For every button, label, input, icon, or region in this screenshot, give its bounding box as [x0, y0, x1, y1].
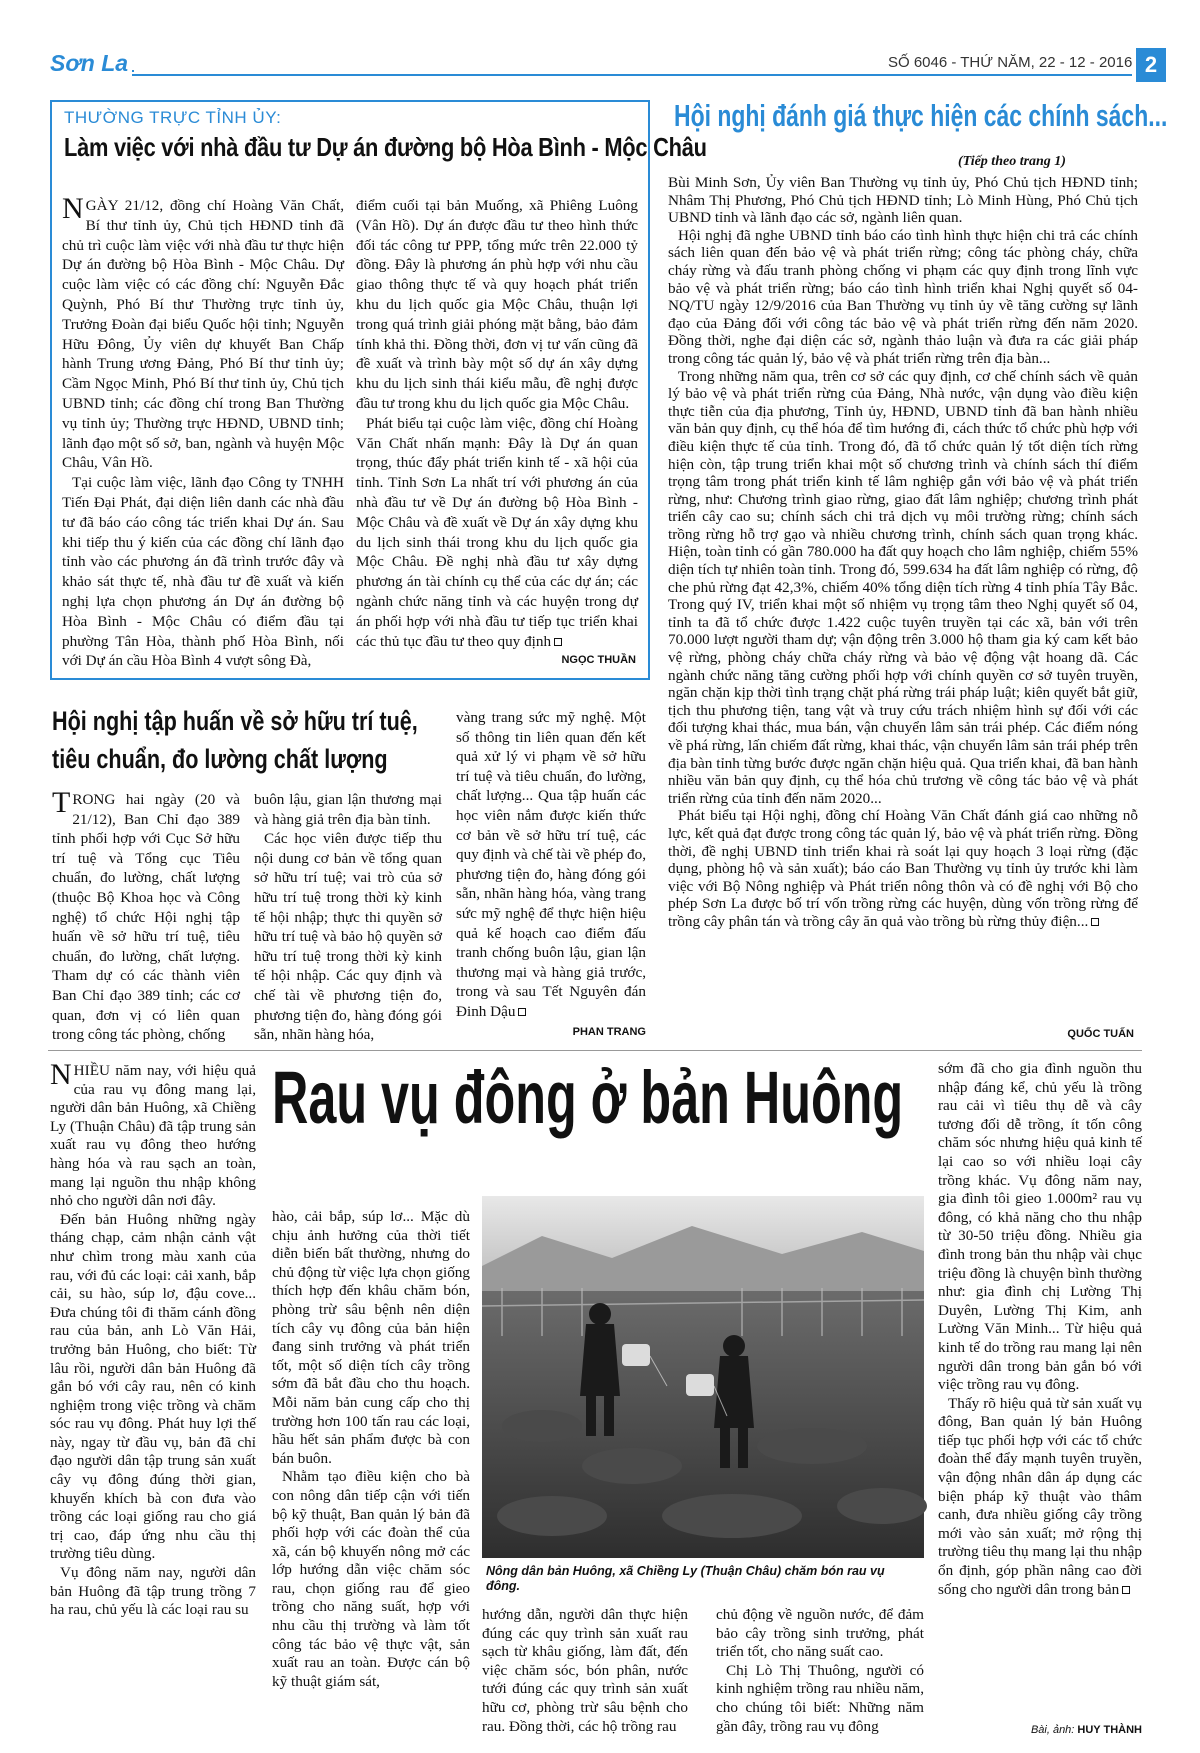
article2-paragraph: Trong những năm qua, trên cơ sở các quy định, cơ chế chính sách về quản lý bảo vệ và phát triển rừng của Đảng, Nhà nước, vận dụng vào điều kiện thực tiễn của địa phương, Tỉnh ủy, HĐND, UBND tỉnh đã ban hành nhiều văn bản quy định, cụ thể hóa để tìm hướng đi, cách thức tổ chức phù hợp với điều kiện thực tế của tỉnh. Trong đó, đã tổ chức quản lý tốt diện tích rừng hiện còn, tập trung triển khai một số chương trình và chính sách thí điểm trọng tâm trong phát triển kinh tế lâm nghiệp gắn với bảo vệ và phát triển rừng, như: Chương trình giao rừng, giao đất lâm nghiệp; chương trình phát triển cây cao su; chính sách chi trả dịch vụ môi trường rừng; chính sách trồng rừng hỗ trợ gạo và nhiều chương trình, chính sách quan trọng khác. Hiện, toàn tỉnh có gần 780.000 ha đất quy hoạch cho lâm nghiệp, chiếm 55% diện tích tự nhiên toàn tỉnh. Trong đó, 599.634 ha đất lâm nghiệp có rừng, độ che phủ rừng đạt 42,3%, chiếm 40% tổng diện tích rừng 4 tỉnh phía Tây Bắc. Trong quý IV, triển khai một số nhiệm vụ trọng tâm theo Nghị quyết số 04, tỉnh ta đã tổ chức được 1.422 cuộc tuyên truyền tại các xã, bản với trên 70.000 lượt người tham dự; vận động trên 3.000 hộ tham gia ký cam kết bảo vệ rừng, phòng cháy chữa cháy rừng và bảo vệ động vật hoang dã. Các ngành chức năng tăng cường phối hợp với chính quyền cơ sở tuyên truyền, ngăn chặn kịp thời tình trạng chặt phá rừng trái pháp luật; kiên quyết bắt giữ, tịch thu phương tiện, tang vật và truy cứu trách nhiệm hình sự đối với các đối tượng khai thác, mua bán, vận chuyển lâm sản trái phép. Các điểm nóng về phá rừng, lấn chiếm đất rừng, khai thác, vận chuyển lâm sản trái phép trên địa bàn tỉnh từng bước được ngăn chặn hiệu quả. Qua triển khai, đã ban hành nhiều văn bản quy định, cụ thể hóa chủ trương về công tác bảo vệ và phát triển rừng của tỉnh đến năm 2020... — [668, 367, 1138, 807]
end-mark-icon — [1122, 1586, 1130, 1594]
article1-paragraph: GÀY 21/12, đồng chí Hoàng Văn Chất, Bí thư tỉnh ủy, Chủ tịch HĐND tỉnh đã chủ trì cuộc làm việc với nhà đầu tư thực hiện Dự án đường bộ Hòa Bình - Mộc Châu. Dự cuộc làm việc có các đồng chí: Nguyễn Đắc Quỳnh, Phó Bí thư Thường trực tỉnh ủy, Trưởng Đoàn đại biểu Quốc hội tỉnh; Nguyễn Hữu Đông, Ủy viên dự khuyết Ban Chấp hành Trung ương Đảng, Phó Bí thư tỉnh ủy; Cầm Ngọc Minh, Phó Bí thư tỉnh ủy, Chủ tịch UBND tỉnh; các đồng chí trong Ban Thường vụ tỉnh ủy; Thường trực HĐND, UBND tỉnh; lãnh đạo một số sở, ban, ngành và huyện Mộc Châu, Vân Hồ. — [62, 197, 344, 472]
article4-paragraph: HIỀU năm nay, với hiệu quả của rau vụ đông mang lại, người dân bản Huông, xã Chiềng Ly (Thuận Châu) đã tập trung sản xuất rau vụ đông theo hướng hàng hóa và rau sạch an toàn, mang lại nguồn thu nhập không nhỏ cho người dân nơi đây. — [50, 1062, 256, 1210]
article4-col5 — [938, 1060, 1142, 1722]
article4-paragraph: Nhằm tạo điều kiện cho bà con nông dân tiếp cận với tiến bộ kỹ thuật, Ban quản lý bản đã phối hợp với các đoàn thể của xã, cán bộ khuyến nông mở các lớp hướng dẫn việc chăm sóc rau, chọn giống rau để gieo trồng cho năng suất, hợp với nhu cầu thị trường và làm tốt công tác bảo vệ thực vật, sản xuất rau an toàn. Được cán bộ kỹ thuật giám sát, — [272, 1468, 470, 1690]
article3-author: PHAN TRANG — [572, 1026, 646, 1038]
article4-paragraph: hướng dẫn, người dân thực hiện đúng các quy trình sản xuất rau sạch từ khâu giống, làm đất, đến việc chăm sóc, bón phân, nước tưới đúng các quy trình sản xuất hữu cơ, phòng trừ sâu bệnh cho rau. Đồng thời, các hộ trồng rau — [482, 1606, 688, 1735]
article4-paragraph: Chị Lò Thị Thuông, người có kinh nghiệm trồng rau nhiều năm, cho chúng tôi biết: Những năm gần đây, trồng rau vụ đông — [716, 1661, 924, 1735]
article4-col3 — [482, 1606, 688, 1735]
section-divider — [48, 1050, 1142, 1051]
photo-caption: Nông dân bản Huông, xã Chiềng Ly (Thuận Châu) chăm bón rau vụ đông. — [486, 1564, 885, 1593]
article4-author: HUY THÀNH — [1077, 1724, 1142, 1736]
article4-paragraph: Vụ đông năm nay, người dân bản Huông đã tập trung trồng 7 ha rau, chủ yếu là các loại rau su — [50, 1564, 256, 1619]
farmers-photo-illustration — [482, 1196, 924, 1558]
page-header — [48, 48, 1158, 84]
article1-paragraph: Tại cuộc làm việc, lãnh đạo Công ty TNHH Tiến Đại Phát, đại diện liên danh các nhà đầu tư đã báo cáo công tác triển khai Dự án. Sau khi tiếp thu ý kiến của các đồng chí lãnh đạo tỉnh vào các phương án đã trình trước đây và khảo sát thực tế, nhà đầu tư đề xuất và kiến nghị lựa chọn phương án Dự án đường bộ Hòa Bình - Mộc Châu có điểm đầu tại phường Tân Hòa, thành phố Hòa Bình, nối với Dự án cầu Hòa Bình 4 vượt sông Đà, — [62, 474, 344, 670]
field-photo — [482, 1196, 924, 1558]
article4-col4 — [716, 1606, 924, 1735]
article-nha-dau-tu-box — [50, 100, 707, 680]
article1-author: NGỌC THUẦN — [561, 654, 636, 666]
article4-paragraph: sớm đã cho gia đình nguồn thu nhập đáng kể, chủ yếu là trồng rau cải vì tiêu thụ dễ và cây tương đối dễ trồng, ít tốn công chăm sóc nhưng hiệu quả kinh tế lại cao so với nhiều loại cây trồng khác. Vụ đông năm nay, gia đình tôi gieo 1.000m² rau vụ đông, có khả năng cho thu nhập từ 30-50 triệu đồng. Nhiều gia đình trong bản thu nhập vài chục triệu đồng là chuyện bình thường như: gia đình chị Lường Thị Duyên, Lường Thị Kim, anh Lường Văn Minh... Từ hiệu quả kinh tế do trồng rau mang lại nên người dân trong bản gắn bó với việc trồng rau vụ đông. — [938, 1060, 1142, 1394]
article2-paragraph: Phát biểu tại Hội nghị, đồng chí Hoàng Văn Chất đánh giá cao những nỗ lực, kết quả đạt được trong công tác quản lý, bảo vệ và phát triển rừng. Đồng thời, đề nghị UBND tỉnh triển khai rà soát lại quy hoạch 3 loại rừng (đặc dụng, phòng hộ và sản xuất); báo cáo Ban Thường vụ tỉnh ủy trước khi làm việc với Bộ Nông nghiệp và Phát triển nông thôn và có đề nghị với Bộ cho phép Sơn La được bố trí vốn trồng rừng các huyện, dùng vốn trồng rừng để trồng cây phân tán và trồng cây ăn quả vào trồng bù rừng thủy điện... — [668, 807, 1138, 930]
article3-title-line2: tiêu chuẩn, đo lường chất lượng — [52, 744, 388, 774]
article4-col1 — [50, 1058, 256, 1722]
article4-paragraph: hào, cải bắp, súp lơ... Mặc dù chịu ảnh hưởng của thời tiết diễn biến bất thường, nhưng do chủ động từ việc lựa chọn giống thích hợp đến khâu chăm bón, phòng trừ sâu bệnh nên diện tích cây vụ đông của bản hiện đang sinh trưởng và phát triển tốt, một số diện tích cây trồng sớm đã bắt đầu cho thu hoạch. Mỗi năm bản cung cấp cho thị trường hơn 100 tấn rau các loại, hầu hết sản phẩm được bà con bán buôn. — [272, 1208, 470, 1467]
article4-title: Rau vụ đông ở bản Huông — [272, 1056, 904, 1139]
article2-paragraph: Bùi Minh Sơn, Ủy viên Ban Thường vụ tỉnh ủy, Phó Chủ tịch HĐND tỉnh; Nhâm Thị Phương, Phó Chủ tịch HĐND tỉnh; Lò Minh Hùng, Phó Chủ tịch UBND tỉnh và lãnh đạo các sở, ngành liên quan. — [668, 174, 1138, 227]
article1-title: Làm việc với nhà đầu tư Dự án đường bộ Hòa Bình - Mộc Châu — [64, 132, 707, 162]
article2-author: QUỐC TUẤN — [1067, 1028, 1134, 1040]
brand-name: Sơn La — [50, 50, 129, 76]
header-rule — [132, 74, 1132, 76]
article1-paragraph: điểm cuối tại bản Muống, xã Phiêng Luông (Vân Hồ). Dự án được đầu tư theo hình thức đối tác công tư PPP, tổng mức trên 22.000 tỷ đồng. Đây là phương án phù hợp với nhu cầu giao thông thực tế và quy hoạch phát triển khu du lịch quốc gia Mộc Châu, thuận lợi trong quá trình giải phóng mặt bằng, bảo đảm tính khả thi. Đồng thời, đơn vị tư vấn cũng đã đề xuất và trình bày một số dự án xây dựng khu du lịch sinh thái kiểu mẫu, đề nghị được đầu tư trong khu du lịch quốc gia Mộc Châu. — [356, 197, 638, 412]
article3-col1 — [52, 786, 240, 1044]
article2-body — [668, 174, 1138, 1026]
article4-author-label: Bài, ảnh: — [1030, 1724, 1078, 1736]
article4-paragraph: Đến bản Huông những ngày tháng chạp, cảm nhận cảnh vật như chìm trong màu xanh của rau, với đủ các loại: cải xanh, bắp cải, su hào, súp lơ, đậu cove... Đưa chúng tôi đi thăm cánh đồng rau của bản, anh Lò Văn Hải, trưởng bản Huông, cho biết: Từ lâu rồi, người dân bản Huông đã gắn bó với cây rau, nên có kinh nghiệm trong việc trồng và chăm sóc rau vụ đông. Phát huy lợi thế này, ngay từ đầu vụ, bản đã chỉ đạo người dân tập trung sản xuất cây vụ đông đúng thời gian, khuyến khích bà con đưa vào trồng các loại giống rau cho giá trị cao, đáp ứng nhu cầu thị trường tiêu dùng. — [50, 1210, 256, 1563]
page-number-badge — [1136, 48, 1166, 82]
article3-paragraph: buôn lậu, gian lận thương mại và hàng giả trên địa bàn tỉnh. — [254, 791, 442, 828]
article3-title-line1: Hội nghị tập huấn về sở hữu trí tuệ, — [52, 706, 418, 736]
article2-continued: (Tiếp theo trang 1) — [958, 154, 1066, 169]
article3-paragraph: vàng trang sức mỹ nghệ. Một số thông tin liên quan đến kết quả xử lý vi phạm về sở hữu trí tuệ và tiêu chuẩn, đo lường, chất lượng... Qua tập huấn các học viên nắm được kiến thức cơ bản về sở hữu trí tuệ, các quy định và chế tài về phép đo, phương tiện đo, hàng đóng gói sẵn, nhãn hàng hóa, vàng trang sức mỹ nghệ để thực hiện hiệu quả kế hoạch cao điểm đấu tranh chống buôn lậu, gian lận thương mại và hàng giả trước, trong và sau Tết Nguyên đán Đinh Dậu — [456, 709, 646, 1020]
article4-paragraph: Thấy rõ hiệu quả từ sản xuất vụ đông, Ban quản lý bản Huông tiếp tục phối hợp với các tổ chức đoàn thể đẩy mạnh tuyên truyền, vận động nhân dân áp dụng các biện pháp kỹ thuật vào thâm canh, đưa nhiều giống cây trồng mới vào sản xuất; mở rộng thị trường tiêu thụ mang lại thu nhập ổn định, góp phần nâng cao đời sống cho người dân trong bản — [938, 1394, 1142, 1598]
article3-col3 — [456, 708, 646, 1024]
article1-kicker: THƯỜNG TRỰC TỈNH ỦY: — [64, 108, 282, 127]
article3-paragraph: RONG hai ngày (20 và 21/12), Ban Chỉ đạo 389 tỉnh phối hợp với Cục Sở hữu trí tuệ và Tổng cục Tiêu chuẩn, đo lường, chất lượng (thuộc Bộ Khoa học và Công nghệ) tổ chức Hội nghị tập huấn về sở hữu trí tuệ, tiêu chuẩn, đo lường, chất lượng. Tham dự có các thành viên Ban Chỉ đạo 389 tỉnh; các cơ quan, đơn vị có liên quan trong công tác phòng, chống — [52, 791, 240, 1044]
end-mark-icon — [554, 638, 562, 646]
article2-title: Hội nghị đánh giá thực hiện các chính sách... — [674, 98, 1168, 133]
article3-col2 — [254, 790, 442, 1044]
end-mark-icon — [518, 1008, 526, 1016]
article3-dropcap: T — [52, 786, 71, 819]
article4-col2 — [272, 1208, 470, 1726]
article4-author-line — [1031, 1724, 1142, 1736]
issue-info: SỐ 6046 - THỨ NĂM, 22 - 12 - 2016 — [888, 54, 1133, 71]
article-chinh-sach — [668, 98, 1168, 1048]
article4-dropcap: N — [50, 1058, 72, 1091]
article3-paragraph: Các học viên được tiếp thu nội dung cơ bản về tổng quan sở hữu trí tuệ; vai trò của sở hữu trí tuệ trong thời kỳ kinh tế hội nhập; thực thi quyền sở hữu trí tuệ và bảo hộ quyền sở hữu trí tuệ trong thời kỳ kinh tế hội nhập. Các quy định và chế tài về phương tiện đo, phương tiện đo, hàng đóng gói sẵn, nhãn hàng hóa, — [254, 830, 442, 1044]
article1-dropcap: N — [62, 192, 84, 225]
article1-paragraph: Phát biểu tại cuộc làm việc, đồng chí Hoàng Văn Chất nhấn mạnh: Đây là Dự án quan trọng, thúc đẩy phát triển kinh tế - xã hội của tỉnh. Tỉnh Sơn La nhất trí với phương án của nhà đầu tư về Dự án đường bộ Hòa Bình - Mộc Châu và đề xuất về Dự án xây dựng khu du lịch sinh thái trong khu du lịch quốc gia Mộc Châu. Đề nghị nhà đầu tư xây dựng phương án tài chính cụ thể của các dự án; các ngành chức năng tỉnh và các huyện trong dự án phối hợp với nhà đầu tư tiếp tục triển khai các thủ tục đầu tư theo quy định — [356, 414, 638, 650]
article4-paragraph: chủ động về nguồn nước, để đảm bảo cây trồng sinh trưởng, phát triển tốt, cho năng suất cao. — [716, 1606, 924, 1661]
header-rule-left — [132, 70, 134, 72]
page-number: 2 — [1144, 52, 1158, 77]
article-tap-huan — [48, 700, 654, 1046]
article1-col2 — [356, 196, 638, 670]
end-mark-icon — [1091, 918, 1099, 926]
article1-col1 — [62, 192, 344, 670]
article2-paragraph: Hội nghị đã nghe UBND tỉnh báo cáo tình hình thực hiện chi trả các chính sách liên quan đến bảo vệ và phát triển rừng; công tác phòng cháy, chữa cháy rừng và đấu tranh phòng chống vi phạm các quy định trong lĩnh vực bảo vệ và phát triển rừng; báo cáo tình hình triển khai Nghị quyết số 04-NQ/TU ngày 12/9/2016 của Ban Thường vụ tỉnh ủy về tăng cường sự lãnh đạo của Đảng đối với công tác bảo vệ và phát triển rừng đến năm 2020. Đồng thời, nghe đại diện các sở, ngành thảo luận và đưa ra các giải pháp trong công tác quản lý, bảo vệ và phát triển rừng trên địa bàn... — [668, 226, 1138, 367]
